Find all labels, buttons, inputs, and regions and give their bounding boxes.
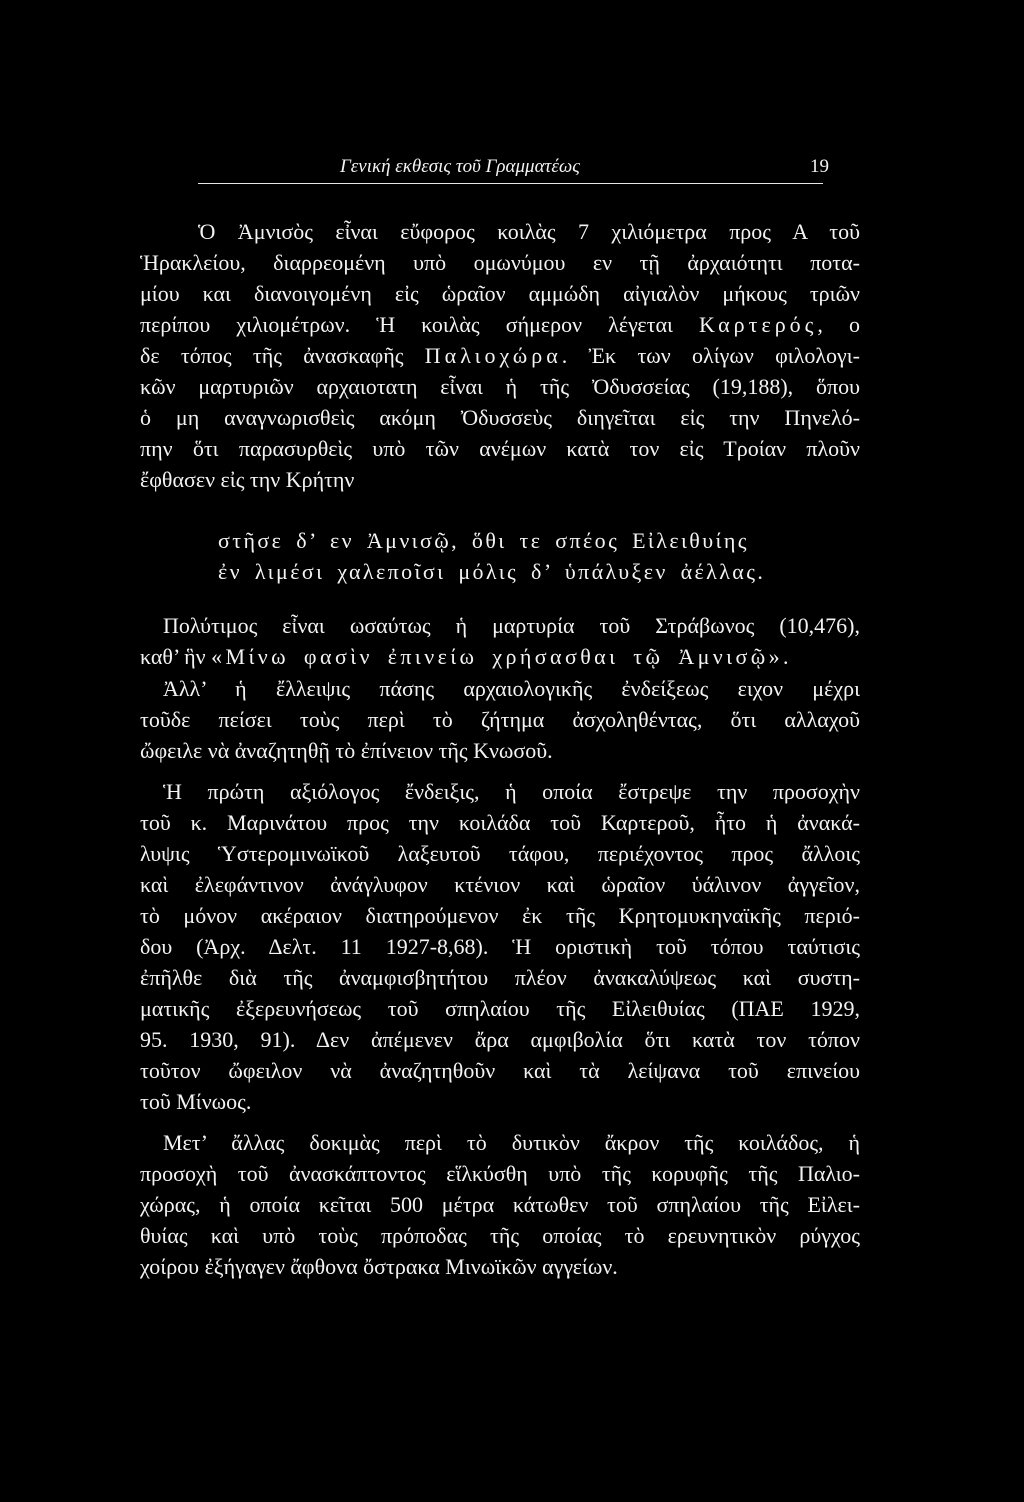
quoted-passage: «Μίνω φασὶν ἐπινείω χρήσασθαι τῷ Ἀμνισῷ».: [211, 644, 792, 669]
page-number: 19: [810, 156, 829, 177]
text-line: τοῦδε πείσει τοὺς περὶ τὸ ζήτημα ἀσχοληθέντας, ὅτι αλλαχοῦ: [140, 707, 860, 732]
text-line: δου (Ἀρχ. Δελτ. 11 1927-8,68). Ἡ οριστικὴ τοῦ τόπου ταύτισις: [140, 934, 860, 959]
text-segment: καθ’ ἣν: [140, 644, 212, 669]
verse-quotation: [218, 525, 838, 587]
spaced-word: Καρτερός: [699, 312, 818, 337]
text-line: ἔφθασεν εἰς την Κρήτην: [140, 467, 355, 492]
text-line: [140, 309, 860, 340]
text-line: Ἡρακλείου, διαρρεομένη υπὸ ομωνύμου εν τῇ ἀρχαιότητι ποτα-: [140, 250, 860, 275]
text-segment: , ο: [817, 312, 860, 337]
paragraph-amnisos: [140, 216, 860, 495]
paragraph-strabo: [140, 610, 860, 672]
running-title: Γενική εκθεσις τοῦ Γραμματέως: [340, 156, 580, 177]
text-line: καὶ ἐλεφάντινον ἀνάγλυφον κτένιον καὶ ὡραῖον ὑάλινον ἀγγεῖον,: [140, 872, 860, 897]
text-line: ἐπῆλθε διὰ τῆς ἀναμφισβητήτου πλέον ἀνακαλύψεως καὶ συστη-: [140, 965, 860, 990]
text-line: τοῦ κ. Μαρινάτου προς την κοιλάδα τοῦ Καρτεροῦ, ἦτο ἡ ἀνακά-: [140, 810, 860, 835]
header-rule: [198, 183, 823, 184]
text-line: χώρας, ἡ οποία κεῖται 500 μέτρα κάτωθεν τοῦ σπηλαίου τῆς Εἰλει-: [140, 1192, 860, 1217]
text-line: Πολύτιμος εἶναι ωσαύτως ἡ μαρτυρία τοῦ Στράβωνος (10,476),: [163, 613, 860, 638]
text-line: λυψις Ὑστερομινωϊκοῦ λαξευτοῦ τάφου, περιέχοντος προς ἄλλοις: [140, 841, 860, 866]
spaced-word: Παλιοχώρα: [424, 343, 562, 368]
text-segment: δε τόπος τῆς ἀνασκαφῆς: [140, 343, 425, 368]
text-line: ὤφειλε νὰ ἀναζητηθῇ τὸ ἐπίνειον τῆς Κνωσοῦ.: [140, 738, 553, 763]
text-line: τοῦ Μίνωος.: [140, 1089, 252, 1114]
text-line: Ἡ πρώτη αξιόλογος ἔνδειξις, ἡ οποία ἔστρεψε την προσοχὴν: [163, 779, 860, 804]
text-line: Ὁ Ἀμνισὸς εἶναι εὔφορος κοιλὰς 7 χιλιόμετρα προς Α τοῦ: [198, 219, 860, 244]
text-line: χοίρου ἐξήγαγεν ἄφθονα ὄστρακα Μινωϊκῶν αγγείων.: [140, 1254, 618, 1279]
text-line: 95. 1930, 91). Δεν ἀπέμενεν ἄρα αμφιβολία ὅτι κατὰ τον τόπον: [140, 1027, 860, 1052]
text-line: τοῦτον ὤφειλον νὰ ἀναζητηθοῦν καὶ τὰ λείψανα τοῦ επινείου: [140, 1058, 860, 1083]
text-line: κῶν μαρτυριῶν αρχαιοτατη εἶναι ἡ τῆς Ὀδυσσείας (19,188), ὅπου: [140, 374, 860, 399]
verse-line: στῆσε δ’ εν Ἀμνισῷ, ὅθι τε σπέος Εἰλειθυίης: [218, 528, 749, 553]
text-line: Μετ’ ἄλλας δοκιμὰς περὶ τὸ δυτικὸν ἄκρον τῆς κοιλάδος, ἡ: [163, 1130, 860, 1155]
verse-line: ἐν λιμέσι χαλεποῖσι μόλις δ’ ὑπάλυξεν ἀέλλας.: [218, 559, 766, 584]
paragraph-paliochora: [140, 1127, 860, 1282]
text-line: [140, 340, 860, 371]
text-line: ὁ μη αναγνωρισθεὶς ακόμη Ὀδυσσεὺς διηγεῖται εἰς την Πηνελό-: [140, 405, 860, 430]
text-segment: . Ἐκ των ολίγων φιλολογι-: [561, 343, 860, 368]
paragraph-lack-of-evidence: [140, 673, 860, 766]
text-line: Ἀλλ’ ἡ ἔλλειψις πάσης αρχαιολογικῆς ἐνδείξεως ειχον μέχρι: [163, 676, 860, 701]
text-segment: περίπου χιλιομέτρων. Ἡ κοιλὰς σήμερον λέγεται: [140, 312, 700, 337]
text-line: ματικῆς ἐξερευνήσεως τοῦ σπηλαίου τῆς Εἰλειθυίας (ΠΑΕ 1929,: [140, 996, 860, 1021]
paragraph-first-evidence: [140, 776, 860, 1117]
text-line: μίου και διανοιγομένη εἰς ὡραῖον αμμώδη αἰγιαλὸν μήκους τριῶν: [140, 281, 860, 306]
text-line: προσοχὴ τοῦ ἀνασκάπτοντος εἵλκύσθη υπὸ τῆς κορυφῆς τῆς Παλιο-: [140, 1161, 860, 1186]
text-line: θυίας καὶ υπὸ τοὺς πρόποδας τῆς οποίας τὸ ερευνητικὸν ρύγχος: [140, 1223, 860, 1248]
text-line: πην ὅτι παρασυρθεὶς υπὸ τῶν ανέμων κατὰ τον εἰς Τροίαν πλοῦν: [140, 436, 860, 461]
text-line: [140, 641, 860, 672]
text-line: τὸ μόνον ακέραιον διατηρούμενον ἐκ τῆς Κρητομυκηναϊκῆς περιό-: [140, 903, 860, 928]
